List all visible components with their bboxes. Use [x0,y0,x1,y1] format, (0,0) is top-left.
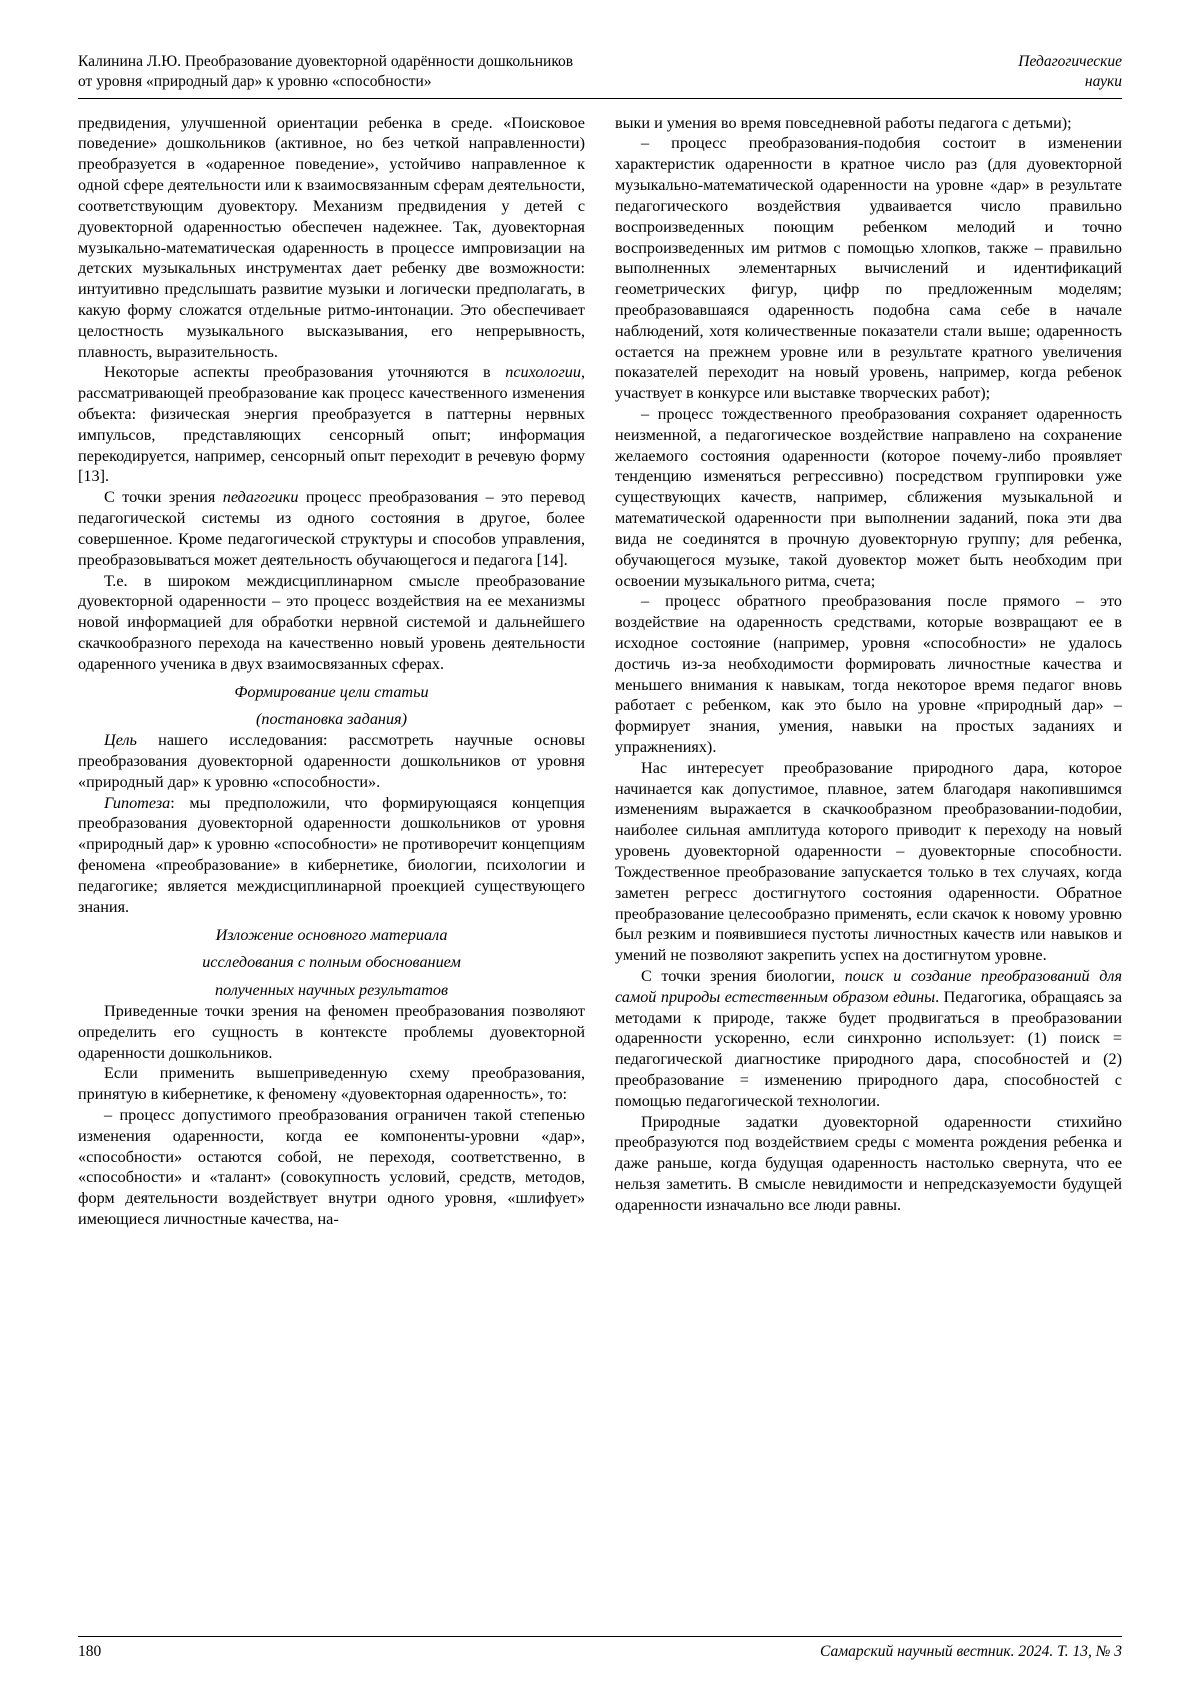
paragraph: предвидения, улучшенной ориентации ребенка в среде. «Поисковое поведение» дошкольников (активное, но без четкой направленности) преобразуется в «одаренное поведение», устойчиво направленное к одной сфере деятельности или к взаимосвязанным сферам деятельности, соответствующим дуовектору. Механизм предвидения у детей с дуовекторной одаренностью обеспечен надежнее. Так, дуовекторная музыкально-математическая одаренность в процессе импровизации на детских музыкальных инструментах дает ребенку две возможности: интуитивно предслышать развитие музыки и логически предполагать, в какую форму сложатся отдельные ритмо-интонации. Это обеспечивает целостность музыкального высказывания, его непрерывность, плавность, выразительность. [78,113,585,361]
right-column [615,113,1122,1568]
paragraph [78,793,585,918]
running-head-right-line1: Педагогические [1018,53,1122,70]
text-run: Некоторые аспекты преобразования уточняются в [104,363,506,382]
emphasis-goal: Цель [104,731,137,750]
page-footer [78,1636,1122,1661]
paragraph: выки и умения во время повседневной работы педагога с детьми); [615,113,1072,132]
text-run: , рассматривающей преобразование как процесс качественного изменения объекта: физическая энергия преобразуется в паттерны нервных импульсов, представляющих сенсорный опыт; информация перекодируется, например, сенсорный опыт переходит в речевую форму [13]. [78,363,585,486]
paragraph [615,966,1122,1112]
paragraph [78,487,585,570]
paragraph: Нас интересует преобразование природного дара, которое начинается как допустимое, плавное, затем благодаря накопившимся изменениям выражается в скачкообразном преобразовании-подобии, наиболее сильная амплитуда которого приводит к переходу на новый уровень дуовекторной одаренности – дуовекторные способности. Тождественное преобразование запускается только в тех случаях, когда заметен регресс достигнутого состояния одаренности. Обратное преобразование целесообразно применять, если скачок к новому уровню был резким и появившиеся пустоты личностных качеств или навыков и умений не позволяют закрепить успех на достигнутом уровне. [615,758,1122,965]
section-heading-goal-line1: Формирование цели статьи [234,682,429,701]
paragraph: Если применить вышеприведенную схему преобразования, принятую в кибернетике, к феномену «дуовекторная одаренность», то: [78,1064,585,1104]
emphasis-pedagogy: педагогики [222,488,299,507]
paragraph: Т.е. в широком междисциплинарном смысле преобразование дуовекторной одаренности – это процесс воздействия на ее механизмы новой информацией для обработки нервной системой и дальнейшего скачкообразного перехода на качественно новый уровень деятельности одаренного ученика в двух взаимосвязанных сферах. [78,571,585,673]
paragraph: – процесс преобразования-подобия состоит в изменении характеристик одаренности в кратное число раз (для дуовекторной музыкально-математической одаренности на уровне «дар» в результате педагогического воздействия удваивается число правильно воспроизведенных поющим ребенком мелодий и точно воспроизведенных им ритмов с помощью хлопков, также – правильно выполненных элементарных вычислений и идентификаций геометрических фигур, цифр по предложенным моделям; преобразовавшаяся одаренность подобна сама себе в начале наблюдений, хотя количественные показатели стали выше; одаренность остается на прежнем уровне или в результате кратного увеличения показателей переходит на новый уровень, например, когда ребенок участвует в конкурсе или выставке творческих работ); [615,134,1122,403]
section-heading-main-line3: полученных научных результатов [214,981,449,1000]
running-head-right-line2: науки [1084,72,1122,90]
paragraph: – процесс обратного преобразования после прямого – это воздействие на одаренность средствами, которые возвращают ее в исходное состояние (например, уровня «способности» не удалось достичь из-за необходимости формировать личностные качества и меньшего внимания к навыкам, тогда некоторое время педагог вновь работает с ребенком, как это было на уровне «природный дар» – формирует знания, умения, навыки на простых заданиях и упражнениях). [615,592,1122,757]
text-run: С точки зрения биологии, [641,966,845,985]
left-column [78,113,585,1568]
running-head-left-line1: Калинина Л.Ю. Преобразование дуовекторной одарённости дошкольников [78,53,574,70]
paragraph: Приведенные точки зрения на феномен преобразования позволяют определить его сущность в контексте проблемы дуовекторной одаренности дошкольников. [78,1001,585,1062]
emphasis-psychology: психологии [505,363,581,382]
journal-citation: Самарский научный вестник. 2024. Т. 13, № 3 [820,1643,1122,1660]
emphasis-hypothesis: Гипотеза [104,793,171,812]
text-run: нашего исследования: рассмотреть научные основы преобразования дуовекторной одаренности дошкольников от уровня «природный дар» к уровню «способности». [78,731,585,791]
text-run: С точки зрения [104,488,223,507]
running-head [78,52,1122,99]
section-heading-main-line2: исследования с полным обоснованием [202,953,461,972]
paragraph: – процесс тождественного преобразования сохраняет одаренность неизменной, а педагогическое воздействие направлено на сохранение желаемого состояния одаренности (которое почему-либо проявляет тенденцию изменяться регрессивно) посредством группировки уже существующих качеств, например, сближения музыкальной и математической одаренности при выполнении заданий, пока эти два вида не соединятся в прочную дуовекторную группу; для ребенка, обучающегося музыке, такой дуовектор может быть необходим при освоении музыкального ритма, счета; [615,405,1122,590]
emphasis-biology-quote: поиск и создание преобразований для самой природы естественным образом едины [615,966,1122,1006]
body-columns [78,113,1122,1568]
running-head-left-line2: от уровня «природный дар» к уровню «способности» [78,72,432,90]
section-heading-goal-line2: (постановка задания) [256,710,407,729]
text-run: . Педагогика, обращаясь за методами к природе, также будет продвигаться в преобразовании одаренности ускоренно, если синхронно использует: (1) поиск = педагогической диагностике природного дара, способностей и (2) преобразование = изменению природного дара, способностей с помощью педагогической технологии. [615,987,1123,1110]
paragraph [78,362,585,487]
page-number: 180 [78,1643,102,1660]
paragraph [78,730,585,792]
text-run: процесс преобразования – это перевод педагогической системы из одного состояния в другое, более совершенное. Кроме педагогической структуры и способов управления, преобразовываться может деятельность обучающегося и педагога [14]. [78,488,585,569]
section-heading-main-line1: Изложение основного материала [215,925,448,944]
running-head-right [1018,52,1122,92]
running-head-left [78,52,573,92]
paragraph: – процесс допустимого преобразования ограничен такой степенью изменения одаренности, когда ее компоненты-уровни «дар», «способности» остаются собой, не переходя, соответственно, в «способности» и «талант» (совокупность условий, средств, методов, форм деятельности воздействует внутри одного уровня, «шлифует» имеющиеся личностные качества, на- [78,1106,585,1229]
text-run: : мы предположили, что формирующаяся концепция преобразования дуовекторной одаренности дошкольников от уровня «природный дар» к уровню «способности» не противоречит концепциям феномена «преобразование» в кибернетике, биологии, психологии и педагогике; является междисциплинарной проекцией существующего знания. [78,793,585,916]
paragraph: Природные задатки дуовекторной одаренности стихийно преобразуются под воздействием среды с момента рождения ребенка и даже раньше, когда будущая одаренность настолько свернута, что ее нельзя заметить. В смысле невидимости и непредсказуемости будущей одаренности изначально все люди равны. [615,1112,1122,1214]
